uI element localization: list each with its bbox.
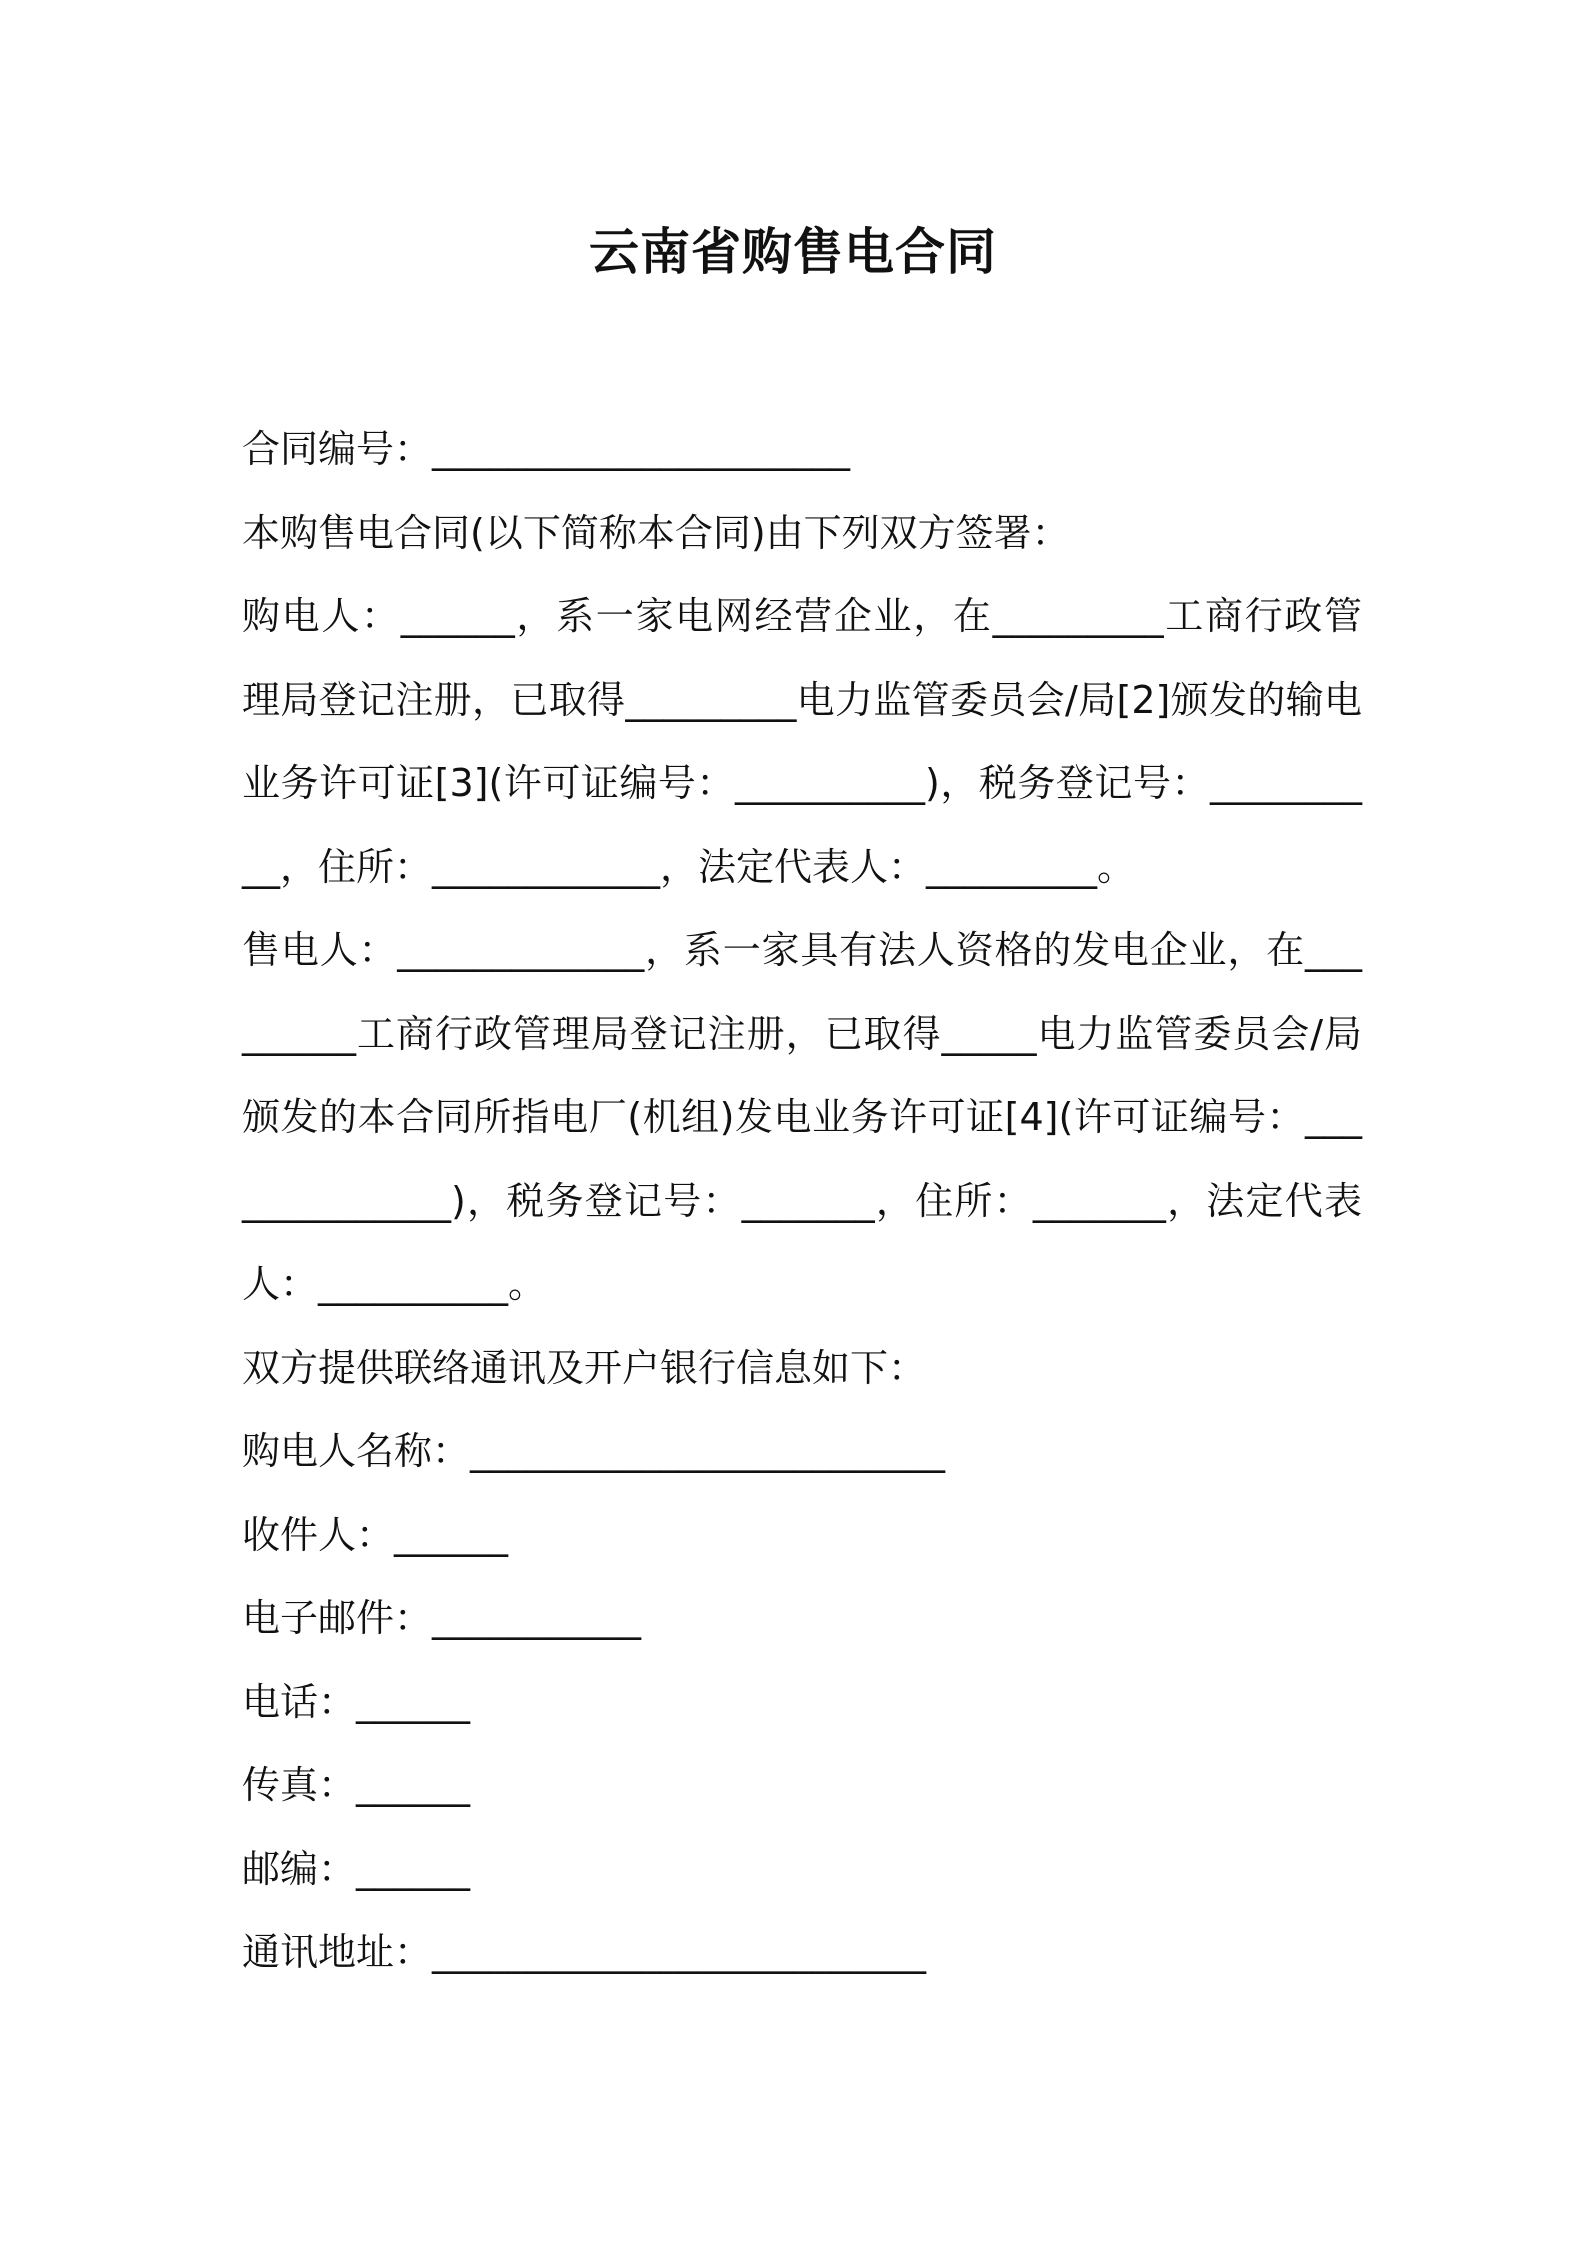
email-line: 电子邮件：___________	[242, 1596, 642, 1640]
intro-line: 本购售电合同(以下简称本合同)由下列双方签署：	[242, 510, 1070, 555]
recipient-line: 收件人：______	[242, 1512, 509, 1557]
buyer-name-line: 购电人名称：_________________________	[242, 1429, 946, 1473]
buyer-paragraph: 购电人：______，系一家电网经营企业，在_________工商行政管理局登记注册，已取得_________电力监管委员会/局[2]颁发的输电业务许可证[3](许可证编号：__________)，税务登记号：__________，住所：____________，法定代表人：_________。	[242, 594, 1362, 889]
address-line: 通讯地址：__________________________	[242, 1930, 927, 1974]
document-title: 云南省购售电合同	[589, 223, 997, 281]
postcode-line: 邮编：______	[242, 1846, 471, 1891]
fax-line: 传真：______	[242, 1763, 471, 1807]
seller-paragraph: 售电人：_____________，系一家具有法人资格的发电企业，在_________工商行政管理局登记注册，已取得_____电力监管委员会/局颁发的本合同所指电厂(机组)发电业务许可证[4](许可证编号：______________)，税务登记号：_______，住所：_______，法定代表人：__________。	[242, 928, 1362, 1306]
contract-number-line: 合同编号：______________________	[242, 427, 851, 471]
document-body	[242, 408, 1362, 1995]
contact-intro-line: 双方提供联络通讯及开户银行信息如下：	[242, 1345, 927, 1390]
phone-line: 电话：______	[242, 1679, 471, 1724]
